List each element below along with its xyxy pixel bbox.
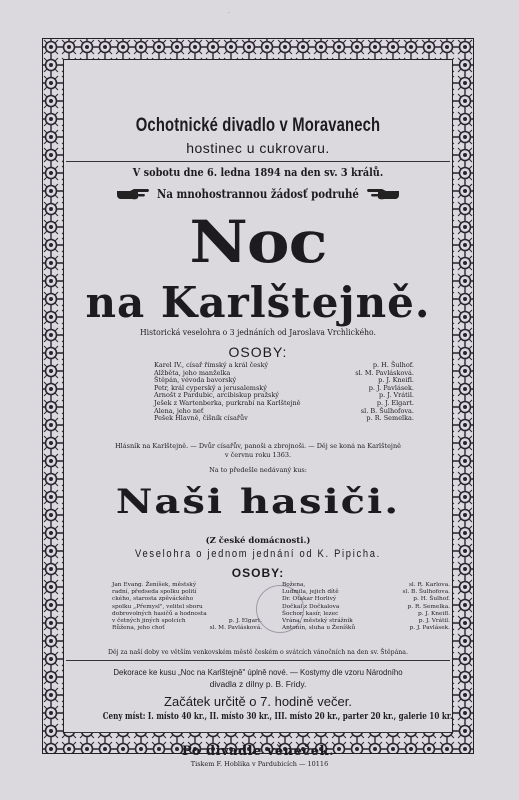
divider xyxy=(66,161,450,162)
poster-subtitle: hostinec u cukrovaru. xyxy=(186,140,330,156)
cast-role: Pešek Hlavně, číšník císařův xyxy=(154,414,248,423)
cast-role: Jan Evang. Ženíšek, městský xyxy=(112,582,197,588)
cast-role: Dr. Otakar Horlivý xyxy=(282,596,337,603)
closing-line: Po divadle věneček. xyxy=(181,744,335,759)
cast-role: Alžběta, jeho manželka xyxy=(154,368,231,377)
cast-actor: sl. B. Šulhofova. xyxy=(402,589,450,596)
decor-line-2: divadla z dílny p. B. Fridy. xyxy=(209,679,307,689)
play2-description: Veselohra o jednom jednání od K. Pipicha. xyxy=(135,548,381,560)
poster-content xyxy=(64,60,453,759)
play2-setting: Děj za naší doby ve větším venkovském městě českém o svátcích vánočních na den sv. Štěpána. xyxy=(108,649,408,656)
cast-actor: sl. R. Karlova. xyxy=(408,582,450,588)
play2-cast-right xyxy=(282,582,450,632)
cast-row xyxy=(112,625,262,632)
cast-role: Šochor, kasír, lezec xyxy=(282,610,339,617)
divider xyxy=(66,660,450,661)
cast-actor: p. H. Šulhof. xyxy=(372,361,414,369)
poster-title: Ochotnické divadlo v Moravanech xyxy=(135,115,381,136)
cast-role: ckého, starosta zpěváckého xyxy=(112,596,194,603)
play1-title-line1: Noc xyxy=(189,208,327,277)
cast-actor: p. J. Pavlásek. xyxy=(409,625,450,632)
cast-role: Karel IV., císař římský a král český xyxy=(154,361,269,369)
cast-actor: p. J. Kneifl. xyxy=(417,610,450,617)
cast-actor: p. R. Semelka. xyxy=(407,603,450,610)
cast-actor: p. J. Vrátil. xyxy=(378,391,414,400)
cast-row xyxy=(112,604,262,611)
cast-row xyxy=(112,596,262,603)
cast-actor: p. H. Šulhof. xyxy=(413,596,450,603)
play1-persons-heading: OSOBY: xyxy=(228,344,288,360)
cast-role: Alena, jeho neť xyxy=(154,406,204,415)
cast-row xyxy=(282,604,450,611)
play1-title-line2: na Karlštejně. xyxy=(85,278,431,327)
poster-frame xyxy=(42,38,474,759)
cast-actor: p. R. Semelka. xyxy=(366,414,414,423)
interlude-line: Na to předešle nedávaný kus: xyxy=(209,466,307,474)
cast-role: Štěpán, vévoda bavorský xyxy=(154,376,237,385)
cast-actor: sl. M. Pavlásková. xyxy=(355,368,414,377)
cast-role: Ludmila, jejich dítě xyxy=(282,589,339,596)
cast-row xyxy=(282,611,450,618)
cast-role: v četných jiných spolcích xyxy=(112,618,186,625)
play1-cast-list xyxy=(154,362,414,423)
cast-role: Vrána, městský strážník xyxy=(282,618,353,625)
cast-actor: p. J. Elgart. xyxy=(376,398,414,407)
play1-footnote: Hlásník na Karlštejně. — Dvůr císařův, panoši a zbrojnoši. — Děj se koná na Karlštejně xyxy=(115,442,401,450)
play2-persons-heading: OSOBY: xyxy=(231,566,285,580)
play1-footnote-date: v červnu roku 1363. xyxy=(224,451,292,459)
cast-actor: sl. B. Šulhofova. xyxy=(360,406,414,415)
cast-actor: p. J. Kneifl. xyxy=(378,376,414,385)
play2-cast-left xyxy=(112,582,262,632)
date-line: V sobotu dne 6. ledna 1894 na den sv. 3 králů. xyxy=(132,166,384,179)
corner-mark: · xyxy=(228,10,230,17)
cast-role: Dočkal z Dočkalova xyxy=(282,603,340,610)
cast-role: Antonín, sluha u Ženíšků xyxy=(282,625,356,632)
cast-role: dobrovolných hasičů a hodnosta xyxy=(112,610,207,617)
cast-actor: p. J. Pavlásek. xyxy=(368,383,414,392)
divider xyxy=(66,732,450,733)
cast-row xyxy=(154,415,414,423)
cast-actor: p. J. Elgart. xyxy=(228,618,262,625)
cast-role: Petr, král cyperský a jerusalemský xyxy=(154,383,267,392)
cast-actor: sl. M. Pavlásková. xyxy=(209,625,262,632)
cast-role: radní, předseda spolku polití xyxy=(112,589,197,596)
ticket-prices: Ceny míst: I. místo 40 kr., II. místo 30 kr., III. místo 20 kr., parter 20 kr., galerie 10 kr. xyxy=(102,712,453,722)
printer-imprint: Tiskem F. Hoblika v Pardubicích — 10116 xyxy=(190,760,329,768)
play2-title: Naši hasiči. xyxy=(115,481,401,522)
cast-role: spolku „Přemysl", velitel sboru xyxy=(112,603,203,610)
play2-subtitle: (Z české domácnosti.) xyxy=(205,536,311,546)
request-line: Na mnohostrannou žádosť podruhé xyxy=(157,187,359,201)
cast-role: Růžena, jeho choť xyxy=(112,625,165,632)
cast-row xyxy=(282,625,450,632)
pointing-hand-left-icon xyxy=(366,187,400,201)
play1-description: Historická veselohra o 3 jednáních od Jaroslava Vrchlického. xyxy=(140,328,376,338)
cast-actor: p. J. Vrátil. xyxy=(418,618,450,625)
cast-role: Ješek z Wartenberka, purkrabí na Karlštejně xyxy=(154,398,301,407)
cast-row xyxy=(282,596,450,603)
start-time: Začátek určitě o 7. hodině večer. xyxy=(164,694,352,709)
cast-role: Božena, xyxy=(282,582,306,588)
cast-row xyxy=(112,611,262,618)
cast-role: Arnošt z Pardubic, arcibiskup pražský xyxy=(154,391,279,400)
decor-line: Dekorace ke kusu „Noc na Karlštejně" úplně nové. — Kostymy dle vzoru Národního xyxy=(113,667,403,677)
